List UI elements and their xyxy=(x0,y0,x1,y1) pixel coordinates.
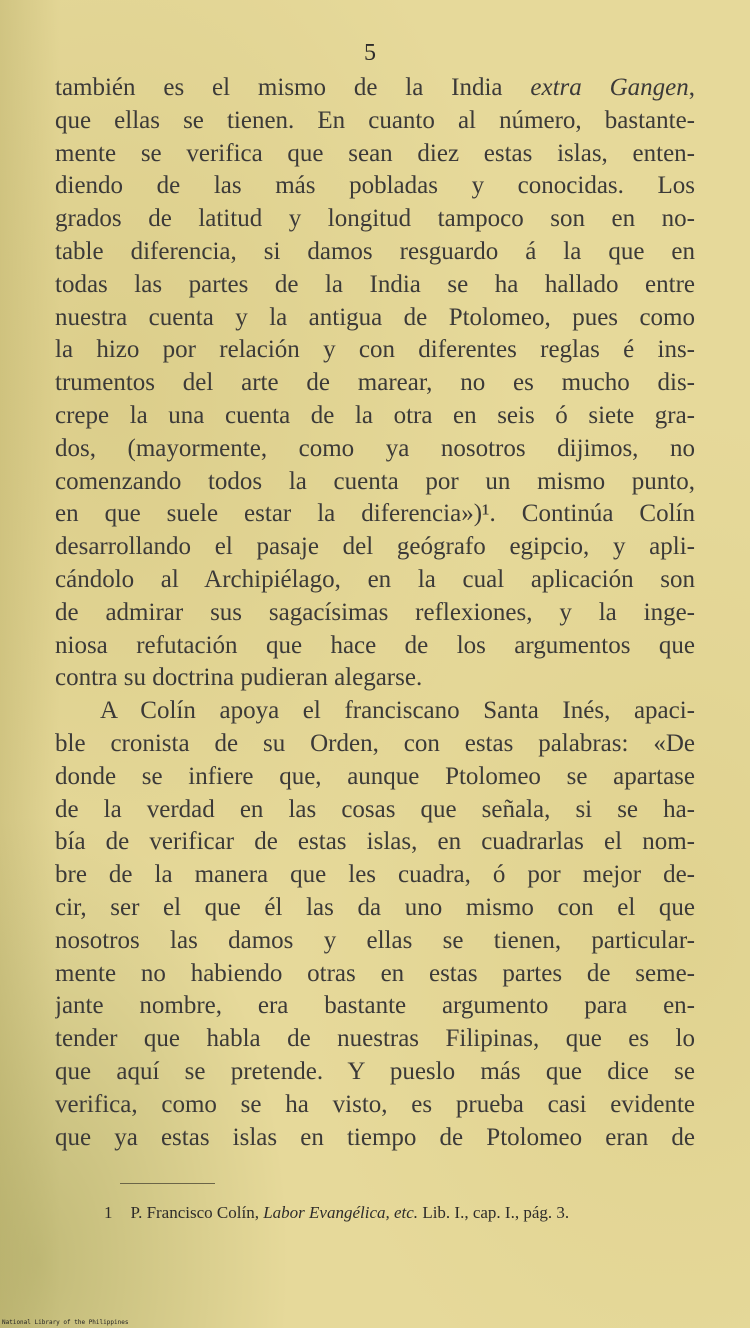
text-line xyxy=(55,72,695,105)
text-line: de la verdad en las cosas que señala, si se ha- xyxy=(55,795,695,823)
footnote xyxy=(104,1203,704,1223)
text-segment: también es el mismo de la India xyxy=(55,74,531,101)
text-line: bre de la manera que les cuadra, ó por mejor de- xyxy=(55,861,695,889)
text-line: verifica, como se ha visto, es prueba casi evidente xyxy=(55,1090,695,1118)
text-line: tender que habla de nuestras Filipinas, que es lo xyxy=(55,1025,695,1053)
text-line: nosotros las damos y ellas se tienen, particular- xyxy=(55,926,695,954)
text-line: mente se verifica que sean diez estas islas, enten- xyxy=(55,139,695,167)
text-line: donde se infiere que, aunque Ptolomeo se apartase xyxy=(55,762,695,790)
text-line: nuestra cuenta y la antigua de Ptolomeo, pues como xyxy=(55,303,695,331)
text-line: mente no habiendo otras en estas partes de seme- xyxy=(55,959,695,987)
text-line: de admirar sus sagacísimas reflexiones, y la inge- xyxy=(55,598,695,626)
text-line: la hizo por relación y con diferentes reglas é ins- xyxy=(55,336,695,364)
text-line: diendo de las más pobladas y conocidas. Los xyxy=(55,172,695,200)
text-line: desarrollando el pasaje del geógrafo egipcio, y apli- xyxy=(55,533,695,561)
text-line: grados de latitud y longitud tampoco son en no- xyxy=(55,205,695,233)
page-number: 5 xyxy=(364,40,376,66)
text-line: que ya estas islas en tiempo de Ptolomeo eran de xyxy=(55,1123,695,1151)
text-line: table diferencia, si damos resguardo á la que en xyxy=(55,237,695,265)
body-text xyxy=(55,72,695,1154)
text-line: que aquí se pretende. Y pueslo más que dice se xyxy=(55,1057,695,1085)
footnote-mark: 1 xyxy=(104,1203,113,1222)
footnote-title: Labor Evangélica, etc. xyxy=(263,1203,419,1222)
text-line: que ellas se tienen. En cuanto al número, bastante- xyxy=(55,106,695,134)
text-line: jante nombre, era bastante argumento para en- xyxy=(55,992,695,1020)
footnote-divider xyxy=(120,1183,215,1184)
italic-term: extra Gangen xyxy=(530,74,689,101)
text-line: cándolo al Archipiélago, en la cual aplicación son xyxy=(55,565,695,593)
text-line: todas las partes de la India se ha hallado entre xyxy=(55,270,695,298)
text-line: bía de verificar de estas islas, en cuadrarlas el nom- xyxy=(55,828,695,856)
footnote-author: P. Francisco Colín, xyxy=(130,1203,264,1222)
text-line: en que suele estar la diferencia»)¹. Continúa Colín xyxy=(55,500,695,528)
text-line: cir, ser el que él las da uno mismo con el que xyxy=(55,893,695,921)
text-line: trumentos del arte de marear, no es mucho dis- xyxy=(55,369,695,397)
footnote-reference: Lib. I., cap. I., pág. 3. xyxy=(418,1203,570,1222)
text-line: niosa refutación que hace de los argumentos que xyxy=(55,631,695,659)
library-credit: National Library of the Philippines xyxy=(2,1319,129,1326)
text-line: dos, (mayormente, como ya nosotros dijimos, no xyxy=(55,434,695,462)
text-line: contra su doctrina pudieran alegarse. xyxy=(55,664,423,692)
text-line: crepe la una cuenta de la otra en seis ó siete gra- xyxy=(55,401,695,429)
text-segment: , xyxy=(688,74,695,101)
text-line: ble cronista de su Orden, con estas palabras: «De xyxy=(55,729,695,757)
text-line: comenzando todos la cuenta por un mismo punto, xyxy=(55,467,695,495)
text-line: A Colín apoya el franciscano Santa Inés, apaci- xyxy=(100,697,695,725)
